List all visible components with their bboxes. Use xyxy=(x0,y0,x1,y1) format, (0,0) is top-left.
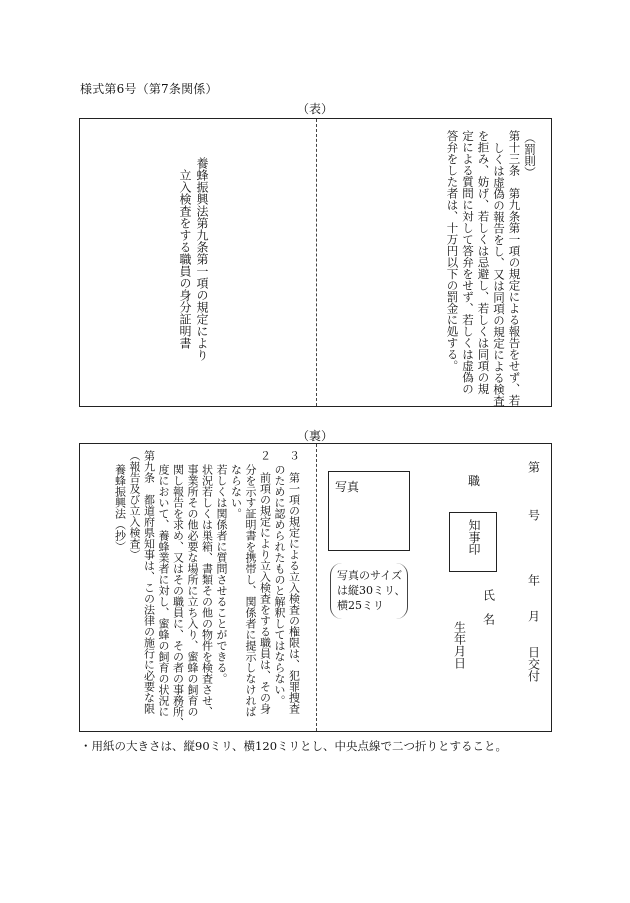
penalty-heading: （罰則） xyxy=(523,132,537,178)
job-title-label: 職 xyxy=(468,474,481,488)
photo-box xyxy=(328,471,410,551)
law-para2-line: 分を示す証明書を携帯し、関係者に提示しなければ xyxy=(244,464,257,717)
title-line: 立入検査をする職員の身分証明書 xyxy=(178,169,192,349)
fold-line xyxy=(316,119,317,406)
law-para3-line: ３ 第一項の規定による立入検査の権限は、犯罪捜査 xyxy=(287,450,301,714)
law-para2-line: ならない。 xyxy=(229,464,243,519)
penalty-line: を拒み、妨げ、若しくは忌避し、若しくは同項の規 xyxy=(476,130,491,395)
name-label: 氏 名 xyxy=(481,589,496,625)
photo-size-note xyxy=(330,563,408,619)
photo-note-line: 写真のサイズ xyxy=(337,569,403,582)
title-line: 養蜂振興法第九条第一項の規定により xyxy=(195,157,209,361)
law-para1-line: 事業所その他必要な場所に立ち入り、蜜蜂の飼育の xyxy=(186,464,199,717)
photo-note-line: 横25ミリ xyxy=(337,599,384,612)
birth-date-label: 生年月日 xyxy=(452,621,467,669)
back-label: （裏） xyxy=(296,429,333,443)
seal-box xyxy=(449,512,497,572)
law-subheading: （報告及び立入検査） xyxy=(128,450,141,560)
penalty-line: しくは虚偽の報告をし、又は同項の規定による検査 xyxy=(492,142,506,407)
law-para1-line: 若しくは関係者に質問させることができる。 xyxy=(215,464,228,684)
card-front xyxy=(79,118,552,407)
law-title: 養蜂振興法（抄） xyxy=(113,464,127,552)
card-back xyxy=(79,443,552,732)
footnote: ・用紙の大きさは、縦90ミリ、横120ミリとし、中央点線で二つ折りとすること。 xyxy=(80,739,508,753)
law-para1-line: 第九条 都道府県知事は、この法律の施行に必要な限 xyxy=(142,450,156,714)
penalty-clause xyxy=(444,130,537,407)
law-para1-line: 関し報告を求め、又はその職員に、その者の事務所、 xyxy=(171,464,185,728)
issue-date-label: 年 月 日交付 xyxy=(526,574,541,682)
law-para1-line: 度において、養蜂業者に対し、蜜蜂の飼育の状況に xyxy=(157,464,170,717)
law-para2-line: ２ 前項の規定により立入検査をする職員は、その身 xyxy=(258,450,272,714)
penalty-line: 第十三条 第九条第一項の規定による報告をせず、若 xyxy=(507,130,522,406)
law-excerpt xyxy=(112,450,301,728)
certificate-number-label: 第 号 xyxy=(526,461,541,521)
law-para1-line: 状況若しくは巣箱、書類その他の物件を検査させ、 xyxy=(200,464,214,717)
penalty-line: 答弁をした者は、十万円以下の罰金に処する。 xyxy=(445,130,460,372)
front-label: （表） xyxy=(296,102,333,116)
photo-label: 写真 xyxy=(335,480,360,494)
photo-note-line: は縦30ミリ、 xyxy=(337,584,406,597)
penalty-line: 定による質問に対して答弁をせず、若しくは虚偽の xyxy=(461,130,475,395)
fold-line xyxy=(316,444,317,731)
seal-label: 知事印 xyxy=(467,519,481,555)
certificate-title xyxy=(176,157,210,361)
form-number: 様式第6号（第7条関係） xyxy=(80,82,218,96)
law-para3-line: のために認められたものと解釈してはならない。 xyxy=(273,464,286,706)
